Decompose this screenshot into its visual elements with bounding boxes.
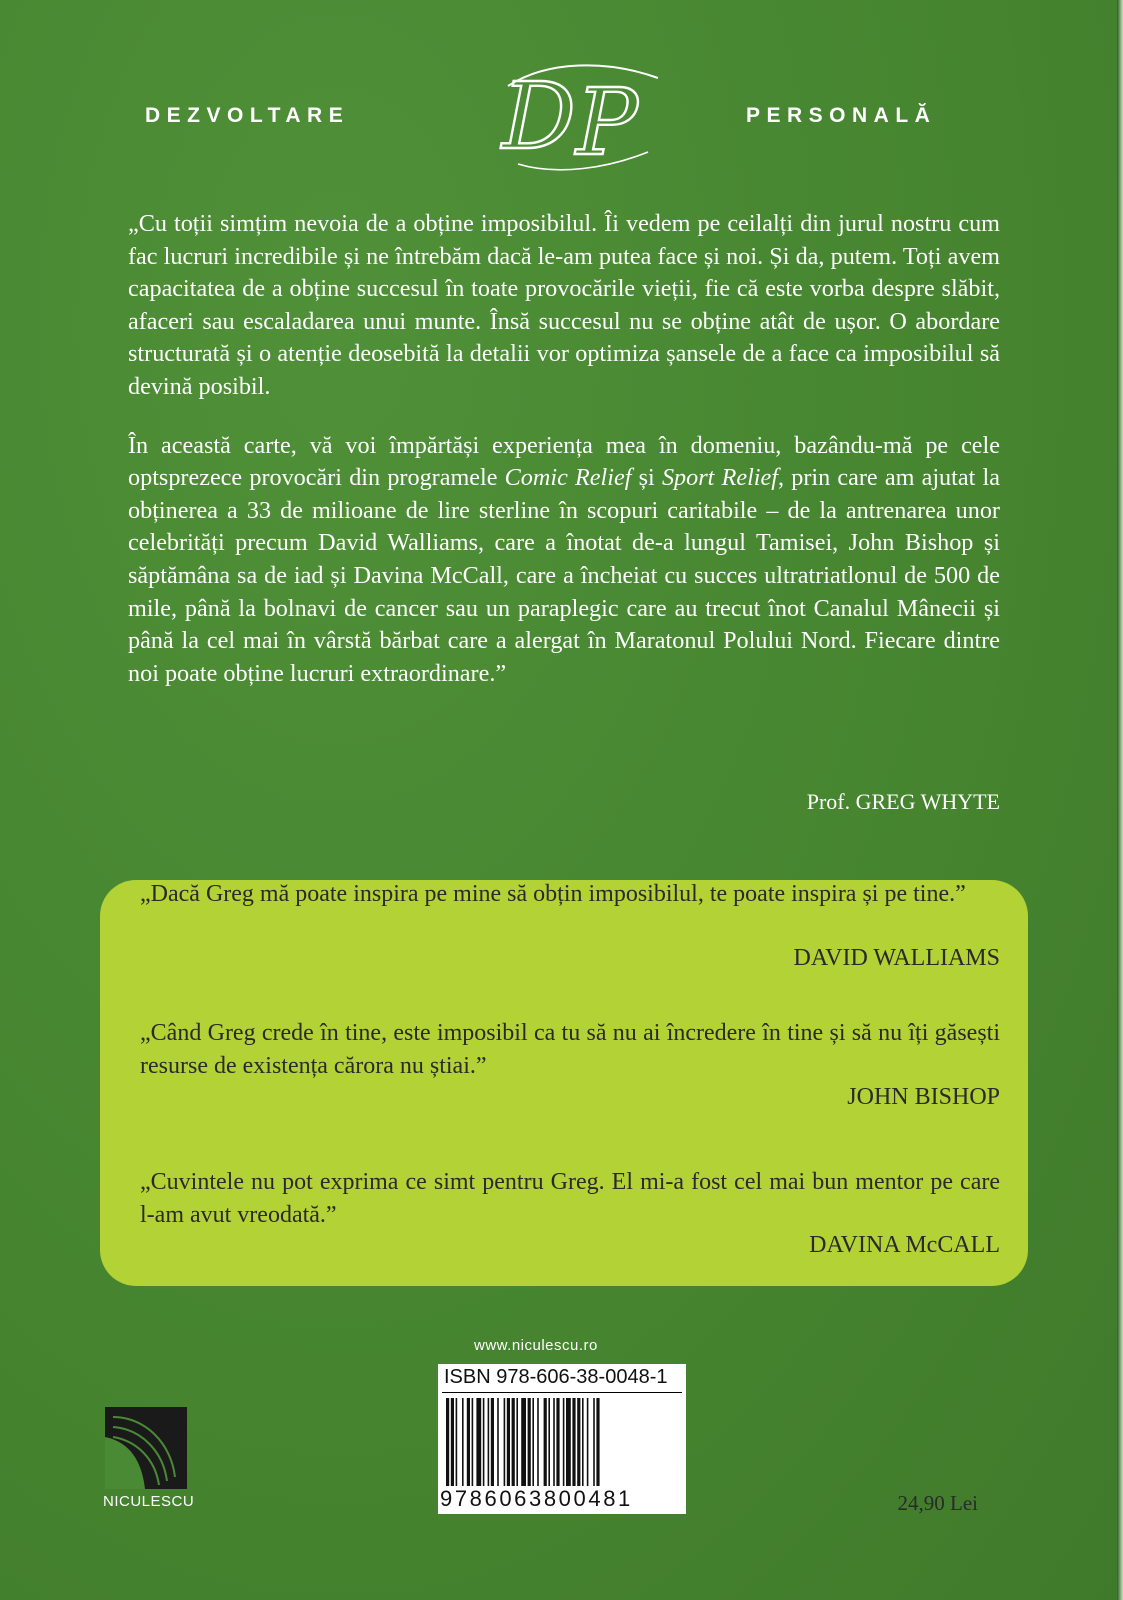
testimonial-quote-1: „Dacă Greg mă poate inspira pe mine să obțin imposibilul, te poate inspira și pe tine.”	[140, 881, 966, 907]
blurb-text: și	[631, 464, 662, 492]
barcode-label	[438, 1364, 686, 1514]
price-label: 24,90 Lei	[897, 1491, 978, 1515]
dp-monogram-logo	[488, 56, 678, 176]
testimonial-quote-3: „Cuvintele nu pot exprima ce simt pentru Greg. El mi-a fost cel mai bun mentor pe care l-am avut vreodată.”	[140, 1169, 1000, 1228]
blurb-text: În această carte, vă voi împărtăși experiența mea în domeniu, bazându-mă pe cele optsprezece provocări din programele	[128, 431, 1000, 492]
series-title-left: DEZVOLTARE	[145, 104, 350, 127]
testimonial-author-3: DAVINA McCALL	[809, 1232, 1000, 1258]
isbn-text: ISBN 978-606-38-0048-1	[444, 1366, 668, 1388]
svg-text:D: D	[502, 63, 576, 170]
barcode-bars	[446, 1398, 678, 1486]
testimonial-author-1: DAVID WALLIAMS	[793, 945, 1000, 971]
publisher-name: NICULESCU	[103, 1493, 195, 1510]
svg-text:P: P	[576, 69, 638, 176]
series-title-right: PERSONALĂ	[746, 104, 937, 127]
back-cover-blurb	[128, 208, 1000, 690]
isbn-divider	[442, 1392, 682, 1393]
blurb-text: , prin care am ajutat la obținerea a 33 de milioane de lire sterline în scopuri caritabile – de la antrenarea unor celebrități precum David Walliams, care a înotat de-a lungul Tamisei, John Bishop și săptămâna sa de iad și Davina McCall, care a încheiat cu succes ultratriatlonul de 500 de mile, până la bolnavi de cancer sau un paraplegic care au trecut înot Canalul Mânecii și până la cel mai în vârstă bărbat care a alergat în Maratonul Polului Nord. Fiecare dintre noi poate obține lucruri extraordinare.”	[128, 464, 1000, 687]
blurb-paragraph-1: „Cu toții simțim nevoia de a obține imposibilul. Îi vedem pe ceilalți din jurul nostru cum fac lucruri incredibile și ne întrebăm dacă le-am putea face și noi. Și da, putem. Toți avem capacitatea de a obține succesul în toate provocările vieții, fie că este vorba despre slăbit, afaceri sau escaladarea unui munte. Însă succesul nu se obține atât de ușor. O abordare structurată și o atenție deosebită la detalii vor optimiza șansele de a face ca imposibilul să devină posibil.	[128, 210, 1000, 400]
niculescu-logo	[105, 1407, 187, 1489]
blurb-paragraph-2	[128, 430, 1000, 691]
cover-edge	[1117, 0, 1123, 1600]
blurb-author: Prof. GREG WHYTE	[806, 789, 1000, 814]
program-name-italic: Comic Relief	[504, 464, 632, 492]
program-name-italic: Sport Relief	[661, 464, 778, 492]
testimonial-author-2: JOHN BISHOP	[847, 1084, 1000, 1110]
publisher-website: www.niculescu.ro	[474, 1337, 598, 1354]
testimonial-quote-2: „Când Greg crede în tine, este imposibil ca tu să nu ai încredere în tine și să nu îți găsești resurse de existența cărora nu știai.”	[140, 1020, 1000, 1079]
barcode-digits: 9786063800481	[440, 1486, 633, 1511]
